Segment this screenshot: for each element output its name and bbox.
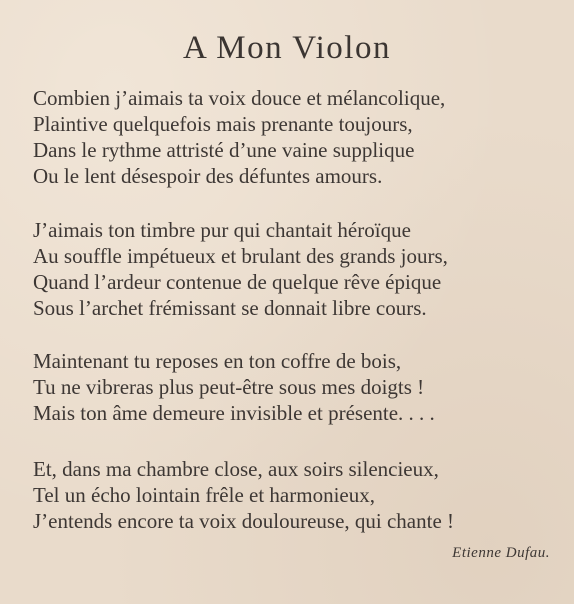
poem-title: A Mon Violon bbox=[183, 30, 391, 66]
poem-line: Et, dans ma chambre close, aux soirs silencieux, bbox=[33, 457, 439, 481]
poem-line: Mais ton âme demeure invisible et présente. . . . bbox=[33, 401, 435, 425]
poem-line: Plaintive quelquefois mais prenante toujours, bbox=[33, 112, 413, 136]
stanza-2 bbox=[33, 217, 448, 321]
stanza-3 bbox=[33, 348, 435, 426]
poem-line: J’entends encore ta voix douloureuse, qui chante ! bbox=[33, 509, 455, 533]
poem-line: Au souffle impétueux et brulant des grands jours, bbox=[33, 244, 448, 268]
poem-line: Dans le rythme attristé d’une vaine supplique bbox=[33, 138, 415, 162]
stanza-4 bbox=[33, 456, 454, 534]
poem-line: J’aimais ton timbre pur qui chantait héroïque bbox=[33, 218, 411, 242]
stanza-1 bbox=[33, 85, 445, 189]
poem-line: Quand l’ardeur contenue de quelque rêve épique bbox=[33, 270, 442, 294]
poem-line: Tu ne vibreras plus peut-être sous mes doigts ! bbox=[33, 375, 425, 399]
poem-line: Maintenant tu reposes en ton coffre de bois, bbox=[33, 349, 402, 373]
poem-line: Tel un écho lointain frêle et harmonieux, bbox=[33, 483, 375, 507]
poem-line: Ou le lent désespoir des défuntes amours. bbox=[33, 164, 383, 188]
author-signature: Etienne Dufau. bbox=[452, 545, 550, 561]
poem-line: Combien j’aimais ta voix douce et mélancolique, bbox=[33, 86, 446, 110]
poem-line: Sous l’archet frémissant se donnait libre cours. bbox=[33, 296, 427, 320]
